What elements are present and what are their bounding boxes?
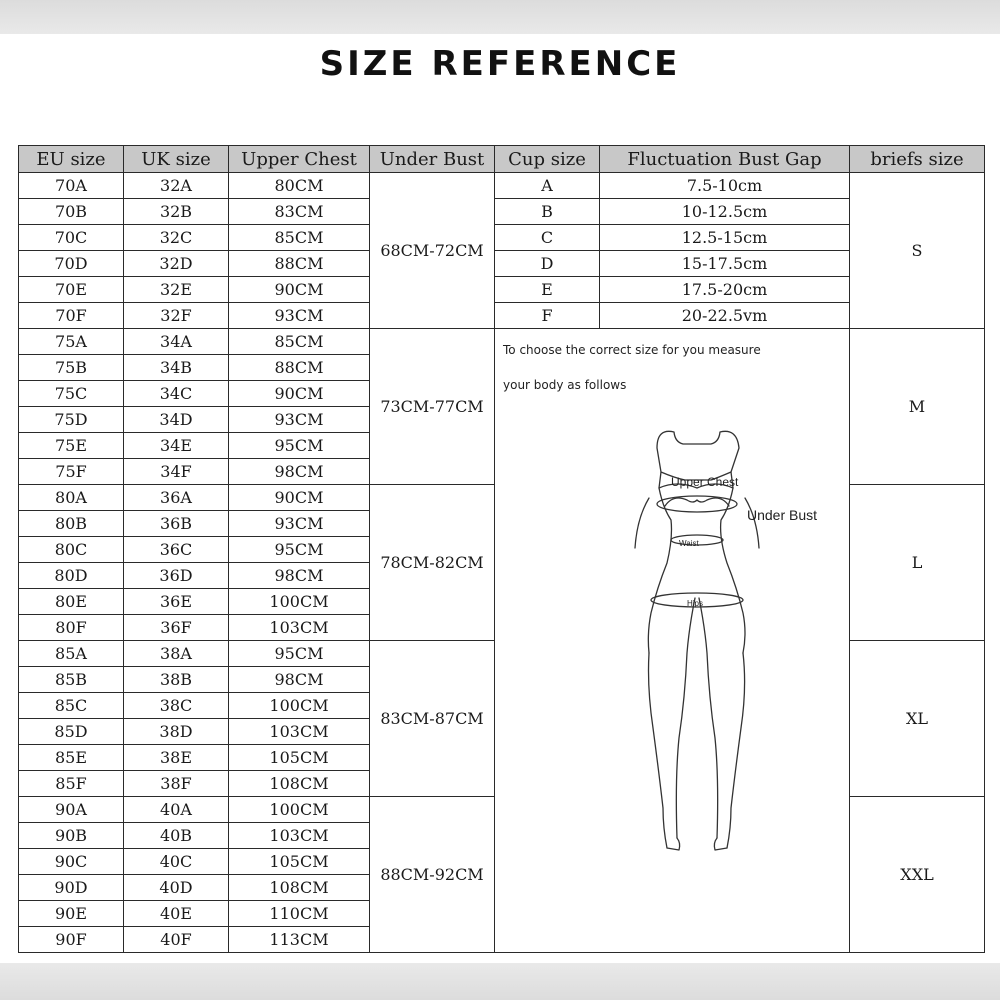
briefs-size-cell: L [850, 485, 985, 641]
uk-size-cell: 38A [124, 641, 229, 667]
upper-chest-cell: 108CM [229, 771, 370, 797]
upper-chest-cell: 105CM [229, 849, 370, 875]
upper-chest-cell: 98CM [229, 563, 370, 589]
briefs-size-cell: M [850, 329, 985, 485]
eu-size-cell: 85E [19, 745, 124, 771]
guide-text-line1: To choose the correct size for you measure [503, 343, 761, 357]
upper-chest-cell: 95CM [229, 537, 370, 563]
column-header: Fluctuation Bust Gap [600, 146, 850, 173]
uk-size-cell: 38E [124, 745, 229, 771]
uk-size-cell: 40A [124, 797, 229, 823]
upper-chest-cell: 90CM [229, 277, 370, 303]
briefs-size-cell: XXL [850, 797, 985, 953]
table-row [19, 199, 985, 225]
bust-gap-cell: 12.5-15cm [600, 225, 850, 251]
table-row [19, 251, 985, 277]
table-row [19, 303, 985, 329]
eu-size-cell: 90A [19, 797, 124, 823]
upper-chest-label: Upper Chest [671, 475, 739, 489]
eu-size-cell: 85A [19, 641, 124, 667]
uk-size-cell: 34E [124, 433, 229, 459]
eu-size-cell: 85F [19, 771, 124, 797]
header-row [19, 146, 985, 173]
table-body [19, 173, 985, 953]
uk-size-cell: 38C [124, 693, 229, 719]
uk-size-cell: 36E [124, 589, 229, 615]
size-table [18, 145, 985, 953]
briefs-size-cell: S [850, 173, 985, 329]
upper-chest-cell: 85CM [229, 329, 370, 355]
upper-chest-cell: 93CM [229, 303, 370, 329]
bust-gap-cell: 20-22.5vm [600, 303, 850, 329]
upper-chest-cell: 83CM [229, 199, 370, 225]
under-bust-cell: 83CM-87CM [370, 641, 495, 797]
eu-size-cell: 75A [19, 329, 124, 355]
upper-chest-cell: 98CM [229, 667, 370, 693]
eu-size-cell: 70E [19, 277, 124, 303]
uk-size-cell: 40C [124, 849, 229, 875]
under-bust-cell: 78CM-82CM [370, 485, 495, 641]
eu-size-cell: 70B [19, 199, 124, 225]
cup-size-cell: E [495, 277, 600, 303]
uk-size-cell: 40E [124, 901, 229, 927]
upper-chest-cell: 90CM [229, 381, 370, 407]
uk-size-cell: 36A [124, 485, 229, 511]
uk-size-cell: 38D [124, 719, 229, 745]
eu-size-cell: 80C [19, 537, 124, 563]
uk-size-cell: 36B [124, 511, 229, 537]
upper-chest-cell: 85CM [229, 225, 370, 251]
waist-label: Waist [679, 539, 699, 548]
top-band [0, 0, 1000, 34]
uk-size-cell: 36C [124, 537, 229, 563]
cup-size-cell: F [495, 303, 600, 329]
table-row [19, 225, 985, 251]
cup-size-cell: B [495, 199, 600, 225]
bust-gap-cell: 7.5-10cm [600, 173, 850, 199]
body-figure-illustration [587, 428, 817, 868]
uk-size-cell: 38F [124, 771, 229, 797]
uk-size-cell: 32B [124, 199, 229, 225]
eu-size-cell: 70A [19, 173, 124, 199]
upper-chest-cell: 100CM [229, 693, 370, 719]
upper-chest-cell: 100CM [229, 797, 370, 823]
eu-size-cell: 75E [19, 433, 124, 459]
upper-chest-cell: 100CM [229, 589, 370, 615]
eu-size-cell: 80D [19, 563, 124, 589]
measure-guide-cell [495, 329, 850, 953]
eu-size-cell: 75C [19, 381, 124, 407]
bust-gap-cell: 10-12.5cm [600, 199, 850, 225]
upper-chest-cell: 103CM [229, 719, 370, 745]
cup-size-cell: C [495, 225, 600, 251]
eu-size-cell: 90B [19, 823, 124, 849]
uk-size-cell: 34B [124, 355, 229, 381]
uk-size-cell: 40B [124, 823, 229, 849]
uk-size-cell: 40F [124, 927, 229, 953]
eu-size-cell: 80F [19, 615, 124, 641]
under-bust-cell: 73CM-77CM [370, 329, 495, 485]
column-header: Upper Chest [229, 146, 370, 173]
upper-chest-cell: 98CM [229, 459, 370, 485]
page-title: SIZE REFERENCE [319, 44, 681, 84]
eu-size-cell: 90E [19, 901, 124, 927]
uk-size-cell: 32E [124, 277, 229, 303]
eu-size-cell: 75B [19, 355, 124, 381]
bottom-band [0, 963, 1000, 1000]
table-row [19, 173, 985, 199]
upper-chest-cell: 93CM [229, 511, 370, 537]
table-row [19, 277, 985, 303]
column-header: UK size [124, 146, 229, 173]
under-bust-cell: 68CM-72CM [370, 173, 495, 329]
upper-chest-cell: 88CM [229, 355, 370, 381]
eu-size-cell: 75D [19, 407, 124, 433]
bust-gap-cell: 15-17.5cm [600, 251, 850, 277]
cup-size-cell: D [495, 251, 600, 277]
under-bust-cell: 88CM-92CM [370, 797, 495, 953]
briefs-size-cell: XL [850, 641, 985, 797]
upper-chest-cell: 108CM [229, 875, 370, 901]
uk-size-cell: 38B [124, 667, 229, 693]
uk-size-cell: 34D [124, 407, 229, 433]
eu-size-cell: 85C [19, 693, 124, 719]
eu-size-cell: 80B [19, 511, 124, 537]
eu-size-cell: 90C [19, 849, 124, 875]
cup-size-cell: A [495, 173, 600, 199]
eu-size-cell: 80E [19, 589, 124, 615]
eu-size-cell: 70F [19, 303, 124, 329]
upper-chest-cell: 103CM [229, 823, 370, 849]
upper-chest-cell: 80CM [229, 173, 370, 199]
uk-size-cell: 32A [124, 173, 229, 199]
uk-size-cell: 32D [124, 251, 229, 277]
under-bust-label: Under Bust [747, 507, 817, 523]
uk-size-cell: 34F [124, 459, 229, 485]
upper-chest-cell: 103CM [229, 615, 370, 641]
bust-gap-cell: 17.5-20cm [600, 277, 850, 303]
hips-label: Hips [687, 599, 704, 608]
uk-size-cell: 32F [124, 303, 229, 329]
eu-size-cell: 85B [19, 667, 124, 693]
upper-chest-cell: 95CM [229, 641, 370, 667]
upper-chest-cell: 105CM [229, 745, 370, 771]
eu-size-cell: 80A [19, 485, 124, 511]
uk-size-cell: 36F [124, 615, 229, 641]
uk-size-cell: 34A [124, 329, 229, 355]
column-header: Under Bust [370, 146, 495, 173]
upper-chest-cell: 93CM [229, 407, 370, 433]
eu-size-cell: 90D [19, 875, 124, 901]
uk-size-cell: 40D [124, 875, 229, 901]
upper-chest-cell: 113CM [229, 927, 370, 953]
column-header: briefs size [850, 146, 985, 173]
eu-size-cell: 75F [19, 459, 124, 485]
table-row [19, 329, 985, 355]
eu-size-cell: 85D [19, 719, 124, 745]
column-header: Cup size [495, 146, 600, 173]
guide-text-line2: your body as follows [503, 378, 627, 392]
uk-size-cell: 32C [124, 225, 229, 251]
upper-chest-cell: 110CM [229, 901, 370, 927]
uk-size-cell: 36D [124, 563, 229, 589]
eu-size-cell: 70D [19, 251, 124, 277]
uk-size-cell: 34C [124, 381, 229, 407]
upper-chest-cell: 88CM [229, 251, 370, 277]
eu-size-cell: 90F [19, 927, 124, 953]
upper-chest-cell: 90CM [229, 485, 370, 511]
eu-size-cell: 70C [19, 225, 124, 251]
column-header: EU size [19, 146, 124, 173]
upper-chest-cell: 95CM [229, 433, 370, 459]
